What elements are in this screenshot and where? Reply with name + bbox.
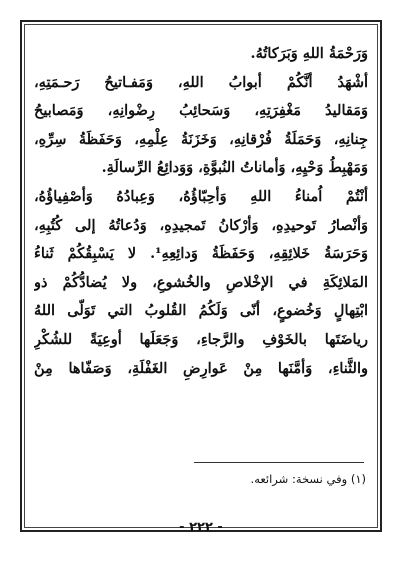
page-number: - ٢٢٢ - [179,520,223,535]
text-line: المَلائِكَةِ في الإخْلاصِ والخُشوعِ، ولا يُضادُّكُمْ ذو [34,273,368,291]
text-line: وَرَحْمَةُ اللهِ وَبَرَكاتُهُ. [250,45,368,62]
footnote-divider [194,462,364,463]
footnote: (١) وفي نسخة: شرائعه. [250,472,366,486]
page [26,26,376,535]
text-line: رياضَتَها بالخَوْفِ والرَّجاءِ، وَجَعَلَها أوعِيَةً للشُكْرِ [34,330,368,348]
text-line: والثَّناءِ، وَأمَّنَها مِنْ عَوارِضِ الغَفْلَةِ، وَصَفّاها مِنْ [34,359,368,377]
text-line: وَمَهْبِطُ وَحْيِهِ، وَأماناتُ النُبوَّةِ، وَوَدائِعُ الرِّسالَةِ. [101,159,368,177]
text-line: أشْهَدُ أنَّكُمْ أبوابُ اللهِ، وَمَفـاتيحُ رَحـمَتِهِ، [34,73,368,91]
text-line: وَأنْصارُ تَوحيدِهِ، وَأرْكانُ تَمجيدِهِ، وَدُعاتُهُ إلى كُتُبِهِ، [34,216,368,234]
text-line: وَحَرَسَةُ خَلائِقِهِ، وَحَفَظَةُ وَدائِعِهِ¹. لا يَسْبِقُكُمْ ثَناءُ [34,245,368,263]
body-text [34,40,368,383]
text-line: جِنانِهِ، وَحَمَلَةُ فُرْقانِهِ، وَخَزَنَةُ عِلْمِهِ، وَحَفَظَةُ سِرِّهِ، [34,130,368,148]
text-line: وَمَقاليدُ مَغْفِرَتِهِ، وَسَحائِبُ رِضْوانِهِ، وَمَصابيحُ [34,102,368,120]
text-line: ابْتِهالٍ وَخُضوعٍ، أنّى وَلَكُمُ القُلوبُ التي تَوَلّى اللهُ [34,302,368,320]
text-line: أنْتُمْ اُمناءُ اللهِ وَأحِبّاؤُهُ، وَعِبادُهُ وَأصْفِياؤُهُ، [34,187,368,205]
